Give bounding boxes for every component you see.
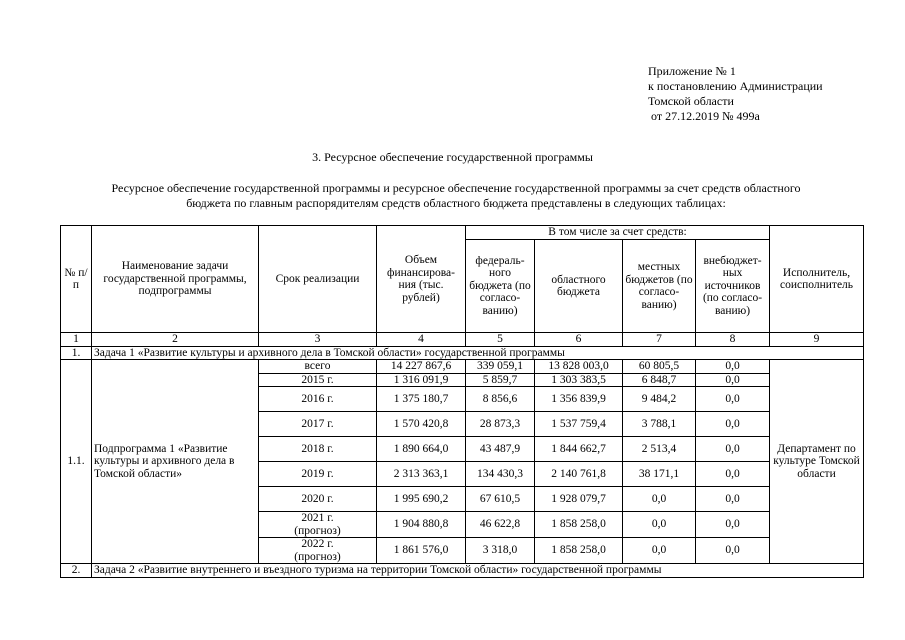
extra-cell: 0,0: [696, 487, 770, 512]
federal-cell: 5 859,7: [466, 373, 535, 387]
col-number: 7: [623, 333, 696, 347]
volume-cell: 1 570 420,8: [377, 412, 466, 437]
local-cell: 60 805,5: [623, 360, 696, 374]
appendix-line: Приложение № 1: [648, 64, 736, 78]
header-including: В том числе за счет средств:: [466, 226, 770, 240]
regional-cell: 1 303 383,5: [535, 373, 623, 387]
extra-cell: 0,0: [696, 412, 770, 437]
federal-cell: 28 873,3: [466, 412, 535, 437]
local-cell: 38 171,1: [623, 462, 696, 487]
period-cell: 2020 г.: [259, 487, 377, 512]
extra-cell: 0,0: [696, 538, 770, 564]
period-cell: 2016 г.: [259, 387, 377, 412]
local-cell: 0,0: [623, 487, 696, 512]
col-number: 2: [92, 333, 259, 347]
header-period: Срок реализации: [259, 226, 377, 333]
resource-table: [60, 225, 864, 578]
col-number: 8: [696, 333, 770, 347]
task-title: Задача 1 «Развитие культуры и архивного дела в Томской области» государственной программы: [92, 346, 864, 360]
col-number: 5: [466, 333, 535, 347]
section-title: 3. Ресурсное обеспечение государственной программы: [312, 150, 593, 164]
extra-cell: 0,0: [696, 462, 770, 487]
federal-cell: 339 059,1: [466, 360, 535, 374]
regional-cell: 1 858 258,0: [535, 512, 623, 538]
header-executor: Исполнитель, соисполнитель: [770, 226, 864, 333]
col-number: 6: [535, 333, 623, 347]
federal-cell: 43 487,9: [466, 437, 535, 462]
local-cell: 9 484,2: [623, 387, 696, 412]
period-cell: всего: [259, 360, 377, 374]
extra-cell: 0,0: [696, 387, 770, 412]
header-volume: Объем финансирова-ния (тыс. рублей): [377, 226, 466, 333]
federal-cell: 134 430,3: [466, 462, 535, 487]
extra-cell: 0,0: [696, 437, 770, 462]
local-cell: 2 513,4: [623, 437, 696, 462]
period-cell: 2022 г. (прогноз): [259, 538, 377, 564]
col-number: 3: [259, 333, 377, 347]
federal-cell: 8 856,6: [466, 387, 535, 412]
volume-cell: 1 375 180,7: [377, 387, 466, 412]
header-num: № п/п: [61, 226, 92, 333]
task-number: 2.: [61, 564, 92, 578]
col-number: 4: [377, 333, 466, 347]
period-cell: 2018 г.: [259, 437, 377, 462]
subprogram-name: Подпрограмма 1 «Развитие культуры и архивного дела в Томской области»: [92, 360, 259, 564]
federal-cell: 3 318,0: [466, 538, 535, 564]
regional-cell: 1 858 258,0: [535, 538, 623, 564]
regional-cell: 1 356 839,9: [535, 387, 623, 412]
regional-cell: 1 537 759,4: [535, 412, 623, 437]
volume-cell: 14 227 867,6: [377, 360, 466, 374]
regional-cell: 2 140 761,8: [535, 462, 623, 487]
header-federal: федераль-ного бюджета (по согласо-ванию): [466, 240, 535, 333]
local-cell: 0,0: [623, 538, 696, 564]
period-cell: 2015 г.: [259, 373, 377, 387]
appendix-line: к постановлению Администрации: [648, 79, 823, 93]
volume-cell: 1 861 576,0: [377, 538, 466, 564]
volume-cell: 1 995 690,2: [377, 487, 466, 512]
header-name: Наименование задачи государственной программы, подпрограммы: [92, 226, 259, 333]
extra-cell: 0,0: [696, 512, 770, 538]
regional-cell: 1 928 079,7: [535, 487, 623, 512]
extra-cell: 0,0: [696, 360, 770, 374]
local-cell: 0,0: [623, 512, 696, 538]
federal-cell: 67 610,5: [466, 487, 535, 512]
task-number: 1.: [61, 346, 92, 360]
header-regional: областного бюджета: [535, 240, 623, 333]
appendix-line: от 27.12.2019 № 499а: [648, 109, 760, 123]
appendix-note: [648, 64, 823, 124]
header-extrabudget: внебюджет-ных источников (по согласо-ванию): [696, 240, 770, 333]
period-cell: 2019 г.: [259, 462, 377, 487]
local-cell: 6 848,7: [623, 373, 696, 387]
regional-cell: 1 844 662,7: [535, 437, 623, 462]
period-cell: 2021 г. (прогноз): [259, 512, 377, 538]
extra-cell: 0,0: [696, 373, 770, 387]
col-number: 1: [61, 333, 92, 347]
regional-cell: 13 828 003,0: [535, 360, 623, 374]
intro-text: Ресурсное обеспечение государственной программы и ресурсное обеспечение государственной программы за счет средств областного бюджета по главным распорядителям средств областного бюджета представлены в следующих таблицах:: [111, 181, 801, 210]
federal-cell: 46 622,8: [466, 512, 535, 538]
executor-cell: Департамент по культуре Томской области: [770, 360, 864, 564]
volume-cell: 2 313 363,1: [377, 462, 466, 487]
subprogram-number: 1.1.: [61, 360, 92, 564]
header-local: местных бюджетов (по согласо-ванию): [623, 240, 696, 333]
task-title: Задача 2 «Развитие внутреннего и въездного туризма на территории Томской области» государственной программы: [92, 564, 864, 578]
appendix-line: Томской области: [648, 94, 734, 108]
period-cell: 2017 г.: [259, 412, 377, 437]
volume-cell: 1 316 091,9: [377, 373, 466, 387]
volume-cell: 1 890 664,0: [377, 437, 466, 462]
col-number: 9: [770, 333, 864, 347]
volume-cell: 1 904 880,8: [377, 512, 466, 538]
local-cell: 3 788,1: [623, 412, 696, 437]
